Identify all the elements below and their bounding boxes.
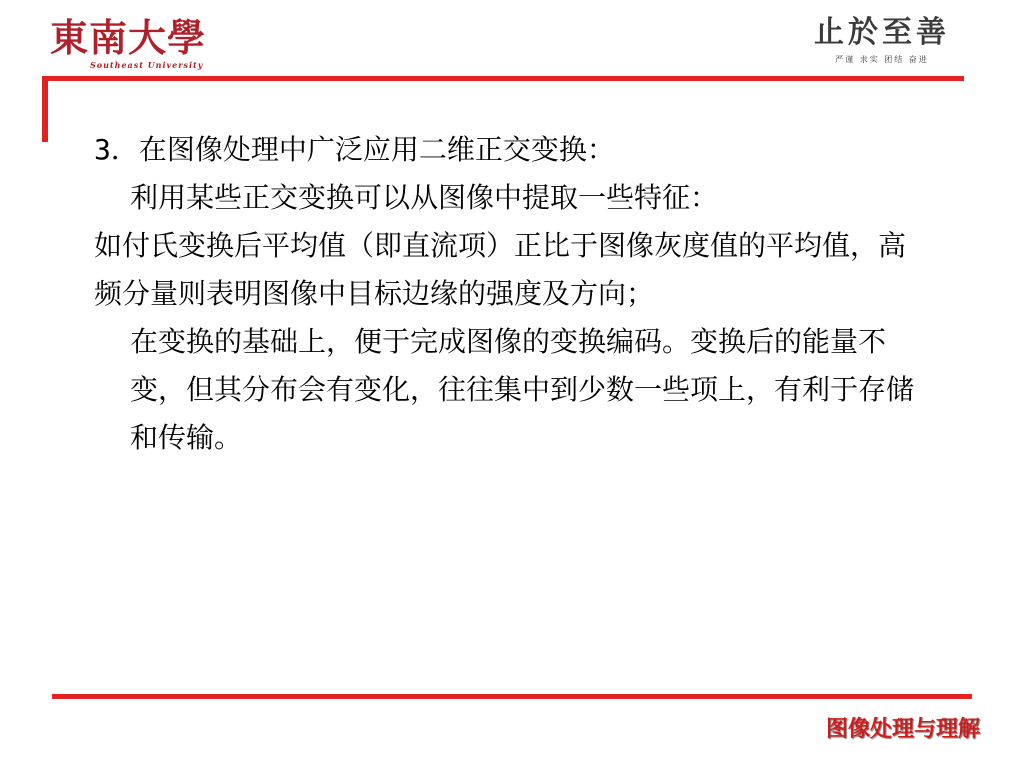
- university-logo-text: 東南大學: [50, 15, 207, 60]
- university-logo: [50, 16, 220, 76]
- slide-body: [94, 126, 924, 462]
- course-title: 图像处理与理解: [825, 717, 980, 742]
- paragraph-features: 利用某些正交变换可以从图像中提取一些特征：: [130, 181, 719, 214]
- header-divider: [42, 76, 964, 81]
- motto-text: 止於至善: [814, 15, 950, 50]
- header-side-accent: [42, 76, 48, 142]
- motto-subtitle: 严谨 求实 团结 奋进: [835, 55, 929, 64]
- paragraph-fourier: 如付氏变换后平均值（即直流项）正比于图像灰度值的平均值，高频分量则表明图像中目标边缘的强度及方向；: [94, 229, 907, 310]
- slide-heading: 3．在图像处理中广泛应用二维正交变换：: [94, 133, 615, 166]
- paragraph-encoding: 在变换的基础上，便于完成图像的变换编码。变换后的能量不变，但其分布会有变化，往往集中到少数一些项上，有利于存储和传输。: [130, 325, 915, 454]
- university-logo-subtitle: Southeast University: [90, 60, 204, 70]
- footer-divider: [52, 694, 972, 699]
- motto-calligraphy: [792, 14, 972, 70]
